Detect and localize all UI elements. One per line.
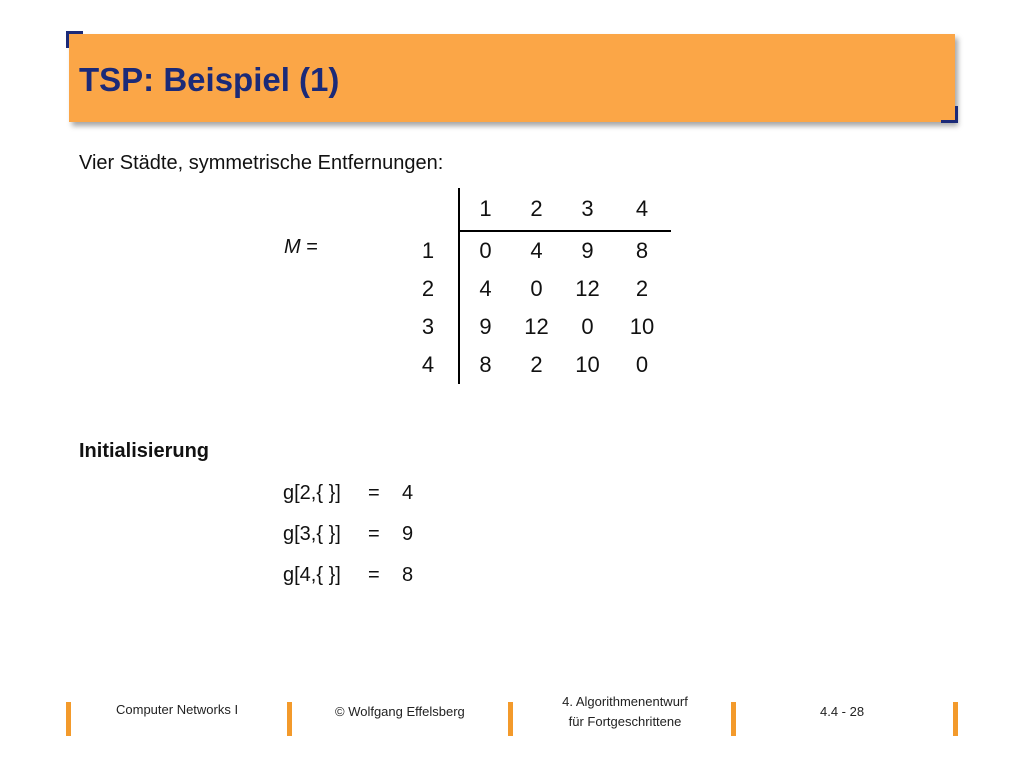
footer-course: Computer Networks I [116,702,239,717]
matrix-header-row [398,188,671,231]
matrix-cell: 0 [635,352,649,377]
matrix-cell: 9 [581,238,594,263]
matrix-corner-cell [398,188,459,231]
equation-lhs: g[3,{ }] [283,523,341,545]
matrix-variable: M [284,236,301,258]
footer-author: © Wolfgang Effelsberg [335,704,465,719]
matrix-cell: 2 [635,276,649,301]
matrix-cell: 12 [575,276,600,301]
matrix-cell: 12 [524,314,549,339]
equation-lhs: g[2,{ }] [283,482,341,504]
matrix-cell: 4 [530,238,543,263]
matrix-header-cell: 1 [459,188,511,231]
footer-divider [731,702,736,736]
title-bar [69,34,955,122]
matrix-cell: 2 [530,352,543,377]
footer-chapter-line1: 4. Algorithmenentwurf [562,694,688,709]
matrix-row-label: 3 [421,314,435,339]
equation-operator: = [368,523,380,545]
footer-divider [508,702,513,736]
matrix-header-cell: 2 [511,188,562,231]
footer-divider [953,702,958,736]
equation-lhs: g[4,{ }] [283,564,341,586]
distance-matrix [398,188,671,384]
matrix-header-cell: 4 [613,188,671,231]
matrix-cell: 10 [575,352,600,377]
matrix-cell: 4 [459,270,511,308]
footer-page-number: 4.4 - 28 [820,704,865,719]
matrix-cell: 10 [629,314,655,339]
section-heading: Initialisierung [79,440,210,462]
matrix-cell: 8 [635,238,649,263]
equation-rhs: 4 [402,482,414,504]
matrix-row-label: 4 [421,352,435,377]
corner-bracket-top-left [66,31,83,48]
slide-title: TSP: Beispiel (1) [79,61,340,98]
footer-divider [66,702,71,736]
matrix-cell: 0 [459,231,511,270]
equation-operator: = [368,482,380,504]
intro-text: Vier Städte, symmetrische Entfernungen: [79,152,444,174]
matrix-label [284,236,318,259]
equation-operator: = [368,564,380,586]
equation-rhs: 8 [402,564,414,586]
matrix-row [398,270,671,308]
equation-rhs: 9 [402,523,414,545]
footer-chapter [550,694,700,729]
footer-divider [287,702,292,736]
corner-bracket-bottom-right [941,106,958,123]
matrix-row-label: 1 [421,237,435,263]
matrix-row [398,346,671,384]
matrix-cell: 0 [581,314,594,339]
footer [0,690,1024,740]
matrix-equals: = [300,236,318,258]
matrix-header-cell: 3 [562,188,613,231]
matrix-row-label: 2 [421,276,435,301]
footer-chapter-line2: für Fortgeschrittene [568,714,682,729]
matrix-cell: 9 [459,308,511,346]
matrix-cell: 0 [530,276,543,301]
matrix-row [398,231,671,270]
matrix-row [398,308,671,346]
matrix-cell: 8 [459,346,511,384]
